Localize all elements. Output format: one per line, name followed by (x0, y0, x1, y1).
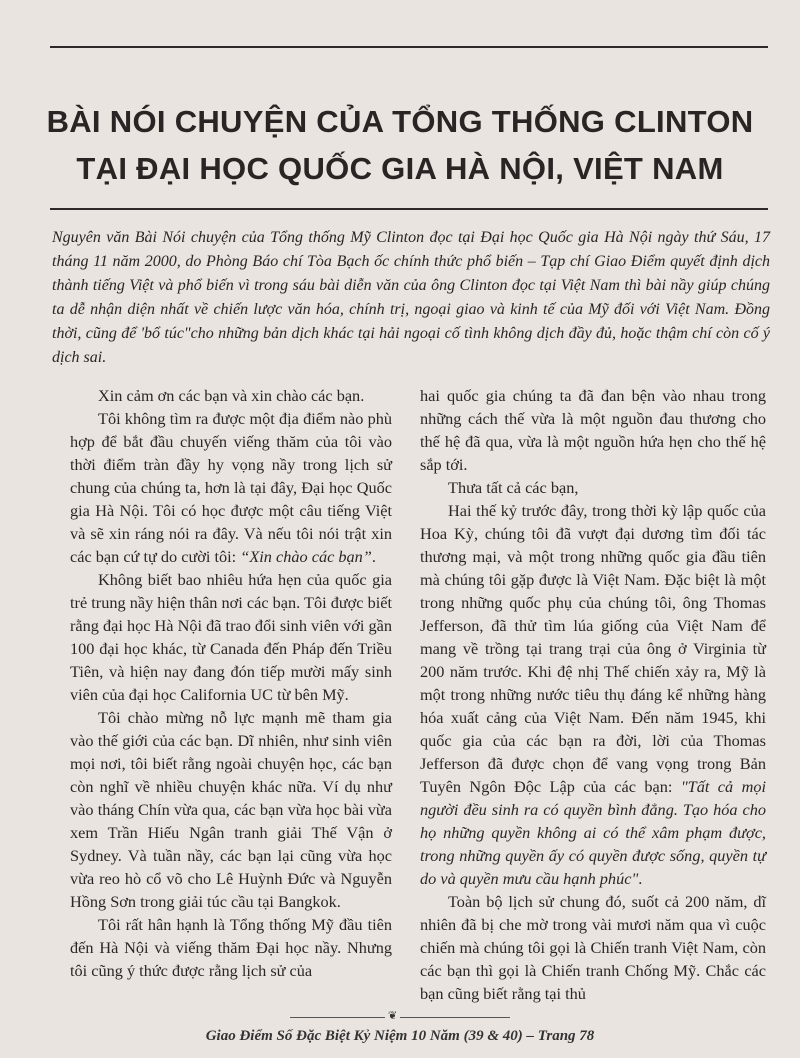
paragraph-text: Tôi không tìm ra được một địa điểm nào phù hợp để bắt đầu chuyến viếng thăm của tôi vào thời điểm tràn đầy hy vọng nầy trong lịch sử chung của chúng ta, hơn là tại đây, Đại học Quốc gia Hà Nội. Tôi có học được một câu tiếng Việt và sẽ xin ráng nói ra đây. Và nếu tôi nói trật xin các bạn cứ tự do cười tôi: (70, 409, 392, 566)
article-title (30, 98, 770, 192)
ornament-icon: ❦ (385, 1009, 400, 1023)
paragraph: Tôi rất hân hạnh là Tổng thống Mỹ đầu tiên đến Hà Nội và viếng thăm Đại học nầy. Nhưng tôi cũng ý thức được rằng lịch sử của (70, 915, 392, 980)
paragraph: Thưa tất cả các bạn, (448, 478, 579, 497)
paragraph-text: . (638, 869, 643, 888)
title-bottom-rule (50, 208, 768, 210)
paragraph (420, 499, 766, 890)
paragraph: Xin cảm ơn các bạn và xin chào các bạn. (98, 386, 365, 405)
paragraph (70, 407, 392, 568)
quote: “Xin chào các bạn” (240, 547, 372, 566)
quote: "Tất cả mọi người đều sinh ra có quyền bình đẳng. Tạo hóa cho họ những quyền không ai có thể xâm phạm được, trong những quyền ấy có quyền được sống, quyền tự do và quyền mưu cầu hạnh phúc" (420, 777, 766, 888)
footer-ornament (290, 1009, 510, 1022)
paragraph: Không biết bao nhiêu hứa hẹn của quốc gia trẻ trung nầy hiện thân nơi các bạn. Tôi được biết rằng đại học Hà Nội đã trao đổi sinh viên với gần 100 đại học khác, từ Canada đến Pháp đến Triều Tiên, và hiện nay đang đón tiếp mười mấy sinh viên của đại học California UC từ bên Mỹ. (70, 570, 392, 704)
top-rule (50, 46, 768, 48)
page-footer: Giao Điểm Số Đặc Biệt Kỷ Niệm 10 Năm (39 & 40) – Trang 78 (205, 1028, 595, 1044)
title-line-1: BÀI NÓI CHUYỆN CỦA TỔNG THỐNG CLINTON (46, 104, 754, 139)
title-line-2: TẠI ĐẠI HỌC QUỐC GIA HÀ NỘI, VIỆT NAM (76, 151, 724, 186)
intro-paragraph: Nguyên văn Bài Nói chuyện của Tổng thống Mỹ Clinton đọc tại Đại học Quốc gia Hà Nội ngày thứ Sáu, 17 tháng 11 năm 2000, do Phòng Báo chí Tòa Bạch ốc chính thức phổ biến – Tạp chí Giao Điểm quyết định dịch thành tiếng Việt và phổ biến vì trong sáu bài diễn văn của ông Clinton đọc tại Việt Nam thì bài nầy giúp chúng ta dễ nhận diện nhất về chiến lược văn hóa, chính trị, ngoại giao và kinh tế của Mỹ đối với Việt Nam. Đồng thời, cũng để 'bổ túc"cho những bản dịch khác tại hải ngoại cố tình không dịch đầy đủ, hoặc thậm chí còn cố ý dịch sai. (52, 229, 770, 366)
paragraph-continued: hai quốc gia chúng ta đã đan bện vào nhau trong những cách thế vừa là một nguồn đau thương cho thế hệ đã qua, vừa là một nguồn hứa hẹn cho thế hệ sắp tới. (420, 386, 766, 474)
paragraph: Toàn bộ lịch sử chung đó, suốt cả 200 năm, dĩ nhiên đã bị che mờ trong vài mươi năm qua vì cuộc chiến mà chúng tôi gọi là Chiến tranh Việt Nam, còn các bạn thì gọi là Chiến tranh Chống Mỹ. Chắc các bạn cũng biết rằng tại thủ (420, 892, 766, 1003)
right-column (420, 384, 766, 1005)
body-columns (70, 384, 766, 1005)
paragraph-text: Hai thế kỷ trước đây, trong thời kỳ lập quốc của Hoa Kỳ, chúng tôi đã vượt đại dương tìm đối tác thương mại, và một trong những quốc gia đầu tiên mà chúng tôi gặp được là Việt Nam. Đặc biệt là một trong những quốc phụ của chúng tôi, ông Thomas Jefferson, đã thử tìm lúa giống của Việt Nam để mang về trồng tại trang trại của ông ở Virginia từ 200 năm trước. Khi đệ nhị Thế chiến xảy ra, Mỹ là một trong những nước tiêu thụ đáng kể những hàng hóa xuất cảng của Việt Nam. Đến năm 1945, khi quốc gia của các bạn ra đời, lời của Thomas Jefferson đã được chọn để vang vọng trong Bản Tuyên Ngôn Độc Lập của các bạn: (420, 501, 766, 796)
paragraph: Tôi chào mừng nỗ lực mạnh mẽ tham gia vào thế giới của các bạn. Dĩ nhiên, như sinh viên mọi nơi, tôi biết rằng ngoài chuyện học, các bạn còn nghĩ về nhiều chuyện khác nữa. Ví dụ như vào tháng Chín vừa qua, các bạn vừa học bài vừa xem Trần Hiếu Ngân tranh giải Thế Vận ở Sydney. Và tuần nầy, các bạn lại cũng vừa học vừa reo hò cổ võ cho Lê Huỳnh Đức và Nguyễn Hồng Sơn trong giải túc cầu tại Bangkok. (70, 708, 392, 911)
paragraph-text: . (371, 547, 376, 566)
left-column (70, 384, 392, 1005)
